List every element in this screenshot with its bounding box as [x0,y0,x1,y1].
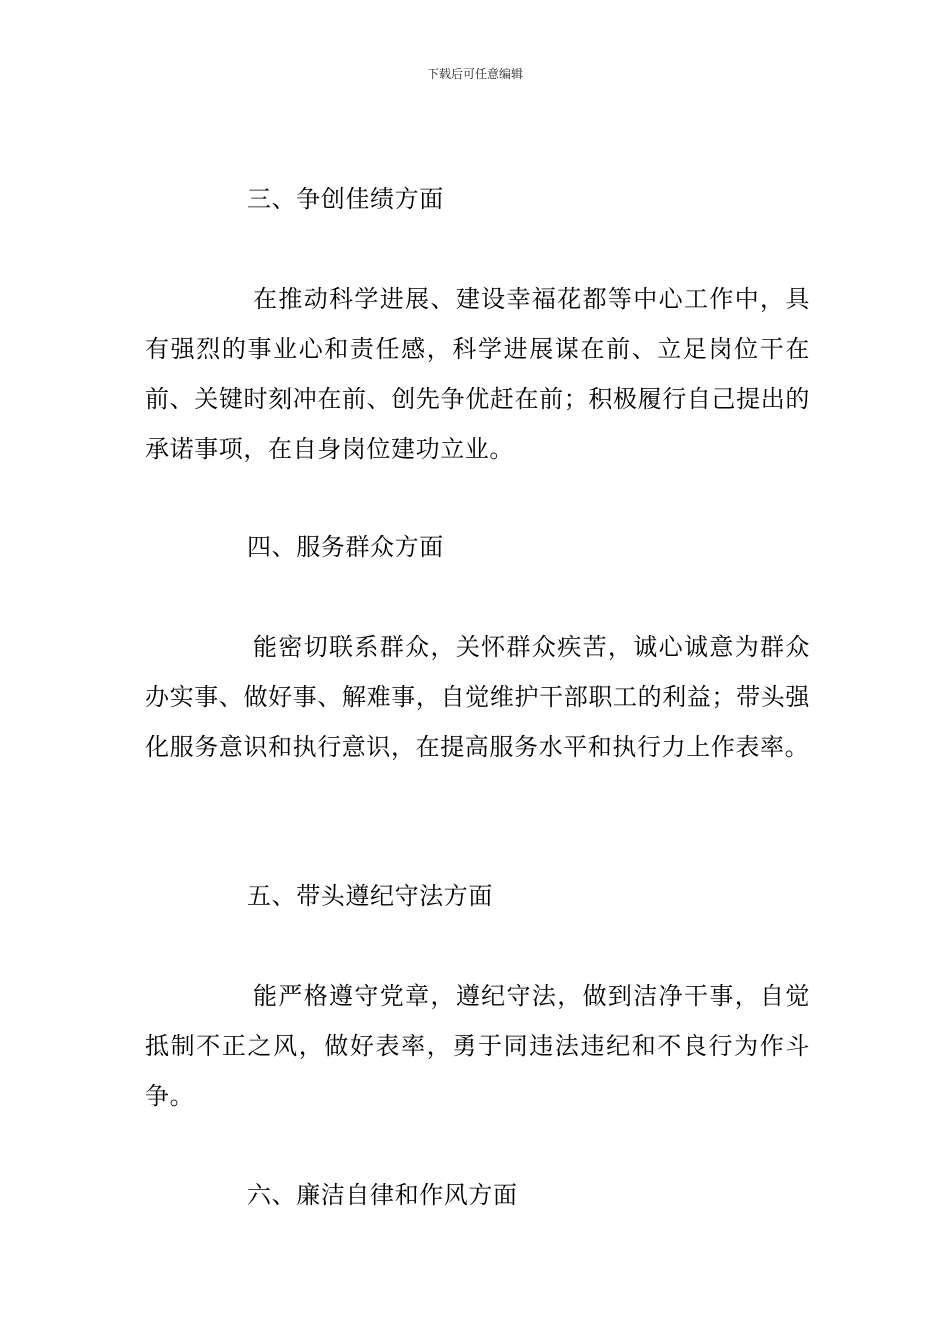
section-heading-5: 五、带头遵纪守法方面 [247,882,493,910]
section-heading-4: 四、服务群众方面 [247,533,444,561]
section-body-4: 能密切联系群众，关怀群众疾苦，诚心诚意为群众办实事、做好事、解难事，自觉维护干部职工的利益；带头强化服务意识和执行意识，在提高服务水平和执行力上作表率。 [145,633,810,761]
page-header: 下载后可任意编辑 [426,67,523,81]
section-body-5: 能严格遵守党章，遵纪守法，做到洁净干事，自觉抵制不正之风，做好表率，勇于同违法违纪和不良行为作斗争。 [145,982,810,1110]
section-heading-6: 六、廉洁自律和作风方面 [247,1181,518,1209]
section-body-3: 在推动科学进展、建设幸福花都等中心工作中，具有强烈的事业心和责任感，科学进展谋在前、立足岗位干在前、关键时刻冲在前、创先争优赶在前；积极履行自己提出的承诺事项，在自身岗位建功立业。 [145,285,810,463]
section-heading-3: 三、争创佳绩方面 [247,185,444,213]
